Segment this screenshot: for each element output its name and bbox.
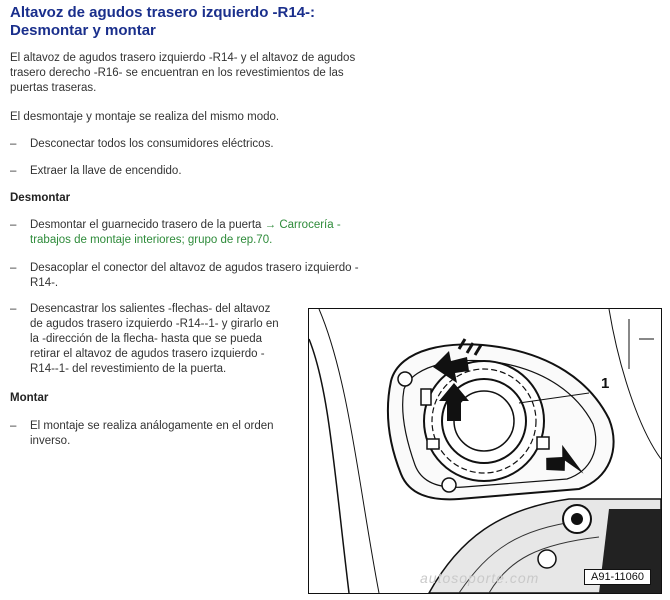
intro-line-1: El altavoz de agudos trasero izquierdo -R14- y el altavoz de agudos [10, 52, 356, 64]
same-mode-paragraph: El desmontaje y montaje se realiza del mismo modo. [10, 111, 280, 123]
dash: – [10, 303, 17, 315]
dash: – [10, 165, 17, 177]
step-text: R14-. [30, 277, 59, 289]
step-text: inverso. [30, 435, 71, 447]
montar-heading: Montar [10, 392, 49, 404]
figure-label: A91-11060 [584, 569, 651, 585]
page-title [10, 4, 430, 40]
dash: – [10, 138, 17, 150]
step-text: de agudos trasero izquierdo -R14--1- y girarlo en [30, 318, 279, 330]
dash: – [10, 262, 17, 274]
title-line-2: Desmontar y montar [10, 22, 156, 39]
desmontar-step-1 [10, 218, 390, 248]
step-text: El montaje se realiza análogamente en el orden [30, 420, 274, 432]
intro-line-2: trasero derecho -R16- se encuentran en los revestimientos de las [10, 67, 344, 79]
prep-step-2 [10, 164, 340, 179]
prep-step-text: Extraer la llave de encendido. [30, 165, 182, 177]
carroceria-link-continuation[interactable]: trabajos de montaje interiores; grupo de rep.70. [30, 234, 273, 246]
desmontar-heading: Desmontar [10, 192, 71, 204]
step-text: R14--1- del revestimiento de la puerta. [30, 363, 227, 375]
speaker-drawing [309, 309, 661, 593]
intro-paragraph [10, 51, 355, 96]
step-text: Desencastrar los salientes -flechas- del altavoz [30, 303, 271, 315]
dash: – [10, 420, 17, 432]
title-line-1: Altavoz de agudos trasero izquierdo -R14-: [10, 4, 316, 21]
step-text: la -dirección de la flecha- hasta que se pueda [30, 333, 263, 345]
step-text: Desmontar el guarnecido trasero de la puerta [30, 219, 262, 231]
step-text: retirar el altavoz de agudos trasero izquierdo - [30, 348, 265, 360]
desmontar-step-2 [10, 261, 390, 291]
step-text: Desacoplar el conector del altavoz de agudos trasero izquierdo - [30, 262, 359, 274]
prep-step-1 [10, 137, 340, 152]
speaker-illustration [308, 308, 662, 594]
montar-step-1 [10, 419, 300, 449]
desmontar-step-3 [10, 302, 300, 378]
watermark: autosoporte.com [420, 570, 540, 586]
carroceria-link[interactable]: → Carrocería - [264, 219, 341, 231]
intro-line-3: puertas traseras. [10, 82, 97, 94]
prep-step-text: Desconectar todos los consumidores eléctricos. [30, 138, 274, 150]
callout-number: 1 [601, 375, 610, 392]
dash: – [10, 219, 17, 231]
